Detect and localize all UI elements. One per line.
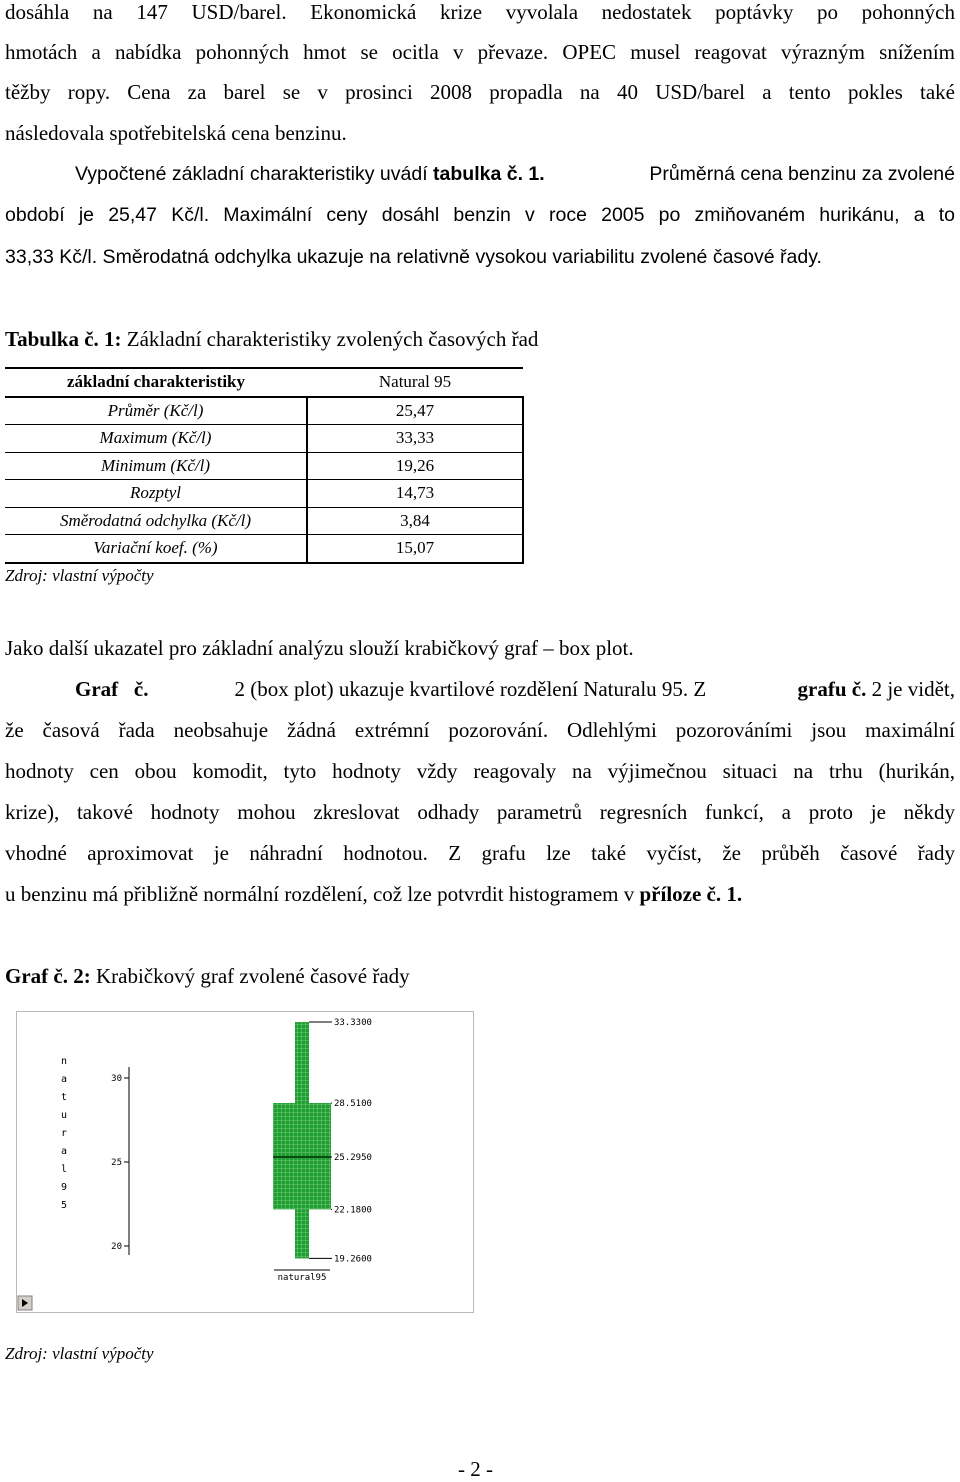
text-p3b: 2 (box plot) ukazuje kvartilové rozdělení Naturalu 95. Z — [234, 677, 712, 701]
text-p6: krize), takové hodnoty mohou zkreslovat odhady parametrů regresních funkcí, a proto je někdy — [5, 800, 955, 824]
text-l5a: Vypočtené základní charakteristiky uvádí — [75, 163, 434, 185]
y-axis-letter: a — [60, 1146, 68, 1157]
table-cell-label: Rozptyl — [5, 480, 307, 508]
appendix-ref: příloze č. 1. — [639, 882, 743, 906]
y-tick-label: 20 — [111, 1242, 122, 1252]
table-row — [5, 425, 523, 453]
graf-ref-3: grafu č. — [797, 677, 867, 701]
table-row — [5, 397, 523, 425]
table-cell-label: Maximum (Kč/l) — [5, 425, 307, 453]
text-p3d: 2 je vidět, — [866, 677, 955, 701]
table-cell-value: 19,26 — [307, 452, 523, 480]
y-tick-label: 25 — [111, 1158, 122, 1168]
text-line-3: těžby ropy. Cena za barel se v prosinci 2008 propadla na 40 USD/barel a tento pokles také — [5, 80, 955, 104]
table-cell-label: Směrodatná odchylka (Kč/l) — [5, 507, 307, 535]
text-p3 — [75, 677, 955, 701]
table-row — [5, 480, 523, 508]
text-line-6: období je 25,47 Kč/l. Maximální ceny dosáhl benzin v roce 2005 po zmiňovaném hurikánu, a to — [5, 204, 955, 226]
text-line-7: 33,33 Kč/l. Směrodatná odchylka ukazuje na relativně vysokou variabilitu zvolené časové řady. — [5, 246, 822, 268]
value-label: 33.3300 — [334, 1018, 372, 1029]
y-axis-letter: n — [60, 1056, 68, 1067]
text-line-2: hmotách a nabídka pohonných hmot se ocitla v převaze. OPEC musel reagovat výrazným snížením — [5, 40, 955, 64]
y-tick-label: 30 — [111, 1074, 122, 1084]
table-header-cell-1: základní charakteristiky — [66, 372, 246, 392]
table-source: Zdroj: vlastní výpočty — [5, 566, 154, 585]
table-cell-value: 25,47 — [307, 397, 523, 425]
y-axis-letter: u — [60, 1110, 68, 1121]
graf-caption-label: Graf č. 2: — [5, 964, 91, 988]
table-cell-label: Průměr (Kč/l) — [5, 397, 307, 425]
text-l5b: tabulka č. 1. — [433, 163, 545, 185]
boxplot-window — [16, 1011, 474, 1313]
table-cell-value: 14,73 — [307, 480, 523, 508]
text-line-1: dosáhla na 147 USD/barel. Ekonomická krize vyvolala nedostatek poptávky po pohonných — [5, 0, 955, 24]
y-axis-letter: l — [60, 1164, 68, 1175]
y-axis-letter: a — [60, 1074, 68, 1085]
table-cell-label: Variační koef. (%) — [5, 535, 307, 563]
table-row — [5, 535, 523, 563]
text-p7: vhodné aproximovat je náhradní hodnotou. Z grafu lze také vyčíst, že průběh časové řady — [5, 841, 955, 865]
graf-caption-text: Krabičkový graf zvolené časové řady — [90, 964, 410, 988]
text-p5: hodnoty cen obou komodit, tyto hodnoty vždy reagovaly na výjimečnou situaci na trhu (hurikán, — [5, 759, 955, 783]
value-label: 19.2600 — [334, 1254, 372, 1265]
table-cell-value: 15,07 — [307, 535, 523, 563]
table-caption-label: Tabulka č. 1: — [5, 327, 122, 351]
lower-whisker — [295, 1209, 309, 1258]
stats-table — [5, 367, 524, 564]
y-axis-letter: t — [60, 1092, 68, 1103]
graf-ref-1: Graf — [75, 677, 119, 701]
graf-ref-2: č. — [133, 677, 149, 701]
text-line-5 — [75, 162, 955, 186]
table-cell-value: 3,84 — [307, 507, 523, 535]
value-label: 22.1800 — [334, 1205, 372, 1216]
table-row — [5, 452, 523, 480]
table-header-cell-2: Natural 95 — [378, 372, 452, 392]
y-axis-letter: 9 — [60, 1182, 68, 1193]
table-caption-text: Základní charakteristiky zvolených časových řad — [121, 327, 539, 351]
table-row — [5, 507, 523, 535]
graf-source: Zdroj: vlastní výpočty — [5, 1344, 154, 1363]
table-cell-value: 33,33 — [307, 425, 523, 453]
x-category-label: natural95 — [277, 1273, 327, 1283]
boxplot-chart — [17, 1012, 473, 1312]
text-p2: Jako další ukazatel pro základní analýzu slouží krabičkový graf – box plot. — [5, 636, 634, 660]
table-header-row — [5, 368, 523, 397]
y-axis-letter: 5 — [60, 1200, 68, 1211]
text-p8 — [5, 882, 955, 906]
page-number: - 2 - — [458, 1457, 493, 1481]
text-line-4: následovala spotřebitelská cena benzinu. — [5, 121, 347, 145]
value-label: 25.2950 — [334, 1153, 372, 1164]
graf-caption — [5, 964, 955, 988]
text-l5c: Průměrná cena benzinu za zvolené — [649, 163, 955, 185]
text-p4: že časová řada neobsahuje žádná extrémní pozorování. Odlehlými pozorováními jsou maximální — [5, 718, 955, 742]
y-axis-letter: r — [60, 1128, 68, 1139]
table-caption — [5, 327, 955, 351]
text-p8a: u benzinu má přibližně normální rozdělení, což lze potvrdit histogramem v — [5, 882, 640, 906]
table-cell-label: Minimum (Kč/l) — [5, 452, 307, 480]
value-label: 28.5100 — [334, 1099, 372, 1110]
upper-whisker — [295, 1022, 309, 1103]
